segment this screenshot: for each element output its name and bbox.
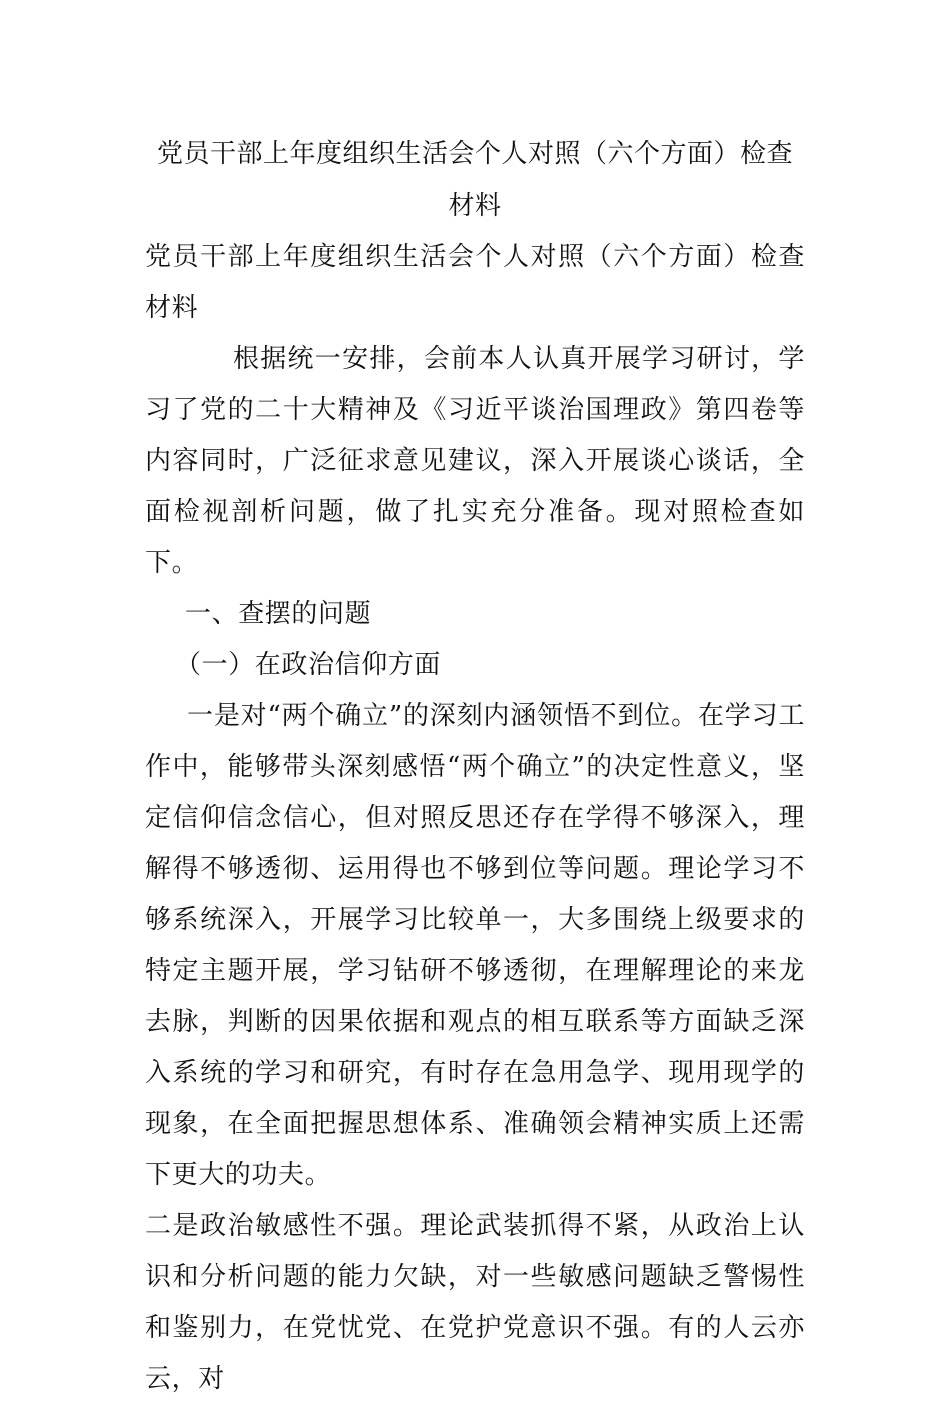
intro-paragraph: 根据统一安排，会前本人认真开展学习研讨，学习了党的二十大精神及《习近平谈治国理政》第四卷等内容同时，广泛征求意见建议，深入开展谈心谈话，全面检视剖析问题，做了扎实充分准备。现对照检查如下。	[145, 344, 805, 578]
point-one-paragraph: 一是对“两个确立”的深刻内涵领悟不到位。在学习工作中，能够带头深刻感悟“两个确立”的决定性意义，坚定信仰信念信心，但对照反思还存在学得不够深入，理解得不够透彻、运用得也不够到位等问题。理论学习不够系统深入，开展学习比较单一，大多围绕上级要求的特定主题开展，学习钻研不够透彻，在理解理论的来龙去脉，判断的因果依据和观点的相互联系等方面缺乏深入系统的学习和研究，有时存在急用急学、现用现学的现象，在全面把握思想体系、准确领会精神实质上还需下更大的功夫。	[145, 701, 805, 1190]
point-two-paragraph: 二是政治敏感性不强。理论武装抓得不紧，从政治上认识和分析问题的能力欠缺，对一些敏感问题缺乏警惕性和鉴别力，在党忧党、在党护党意识不强。有的人云亦云，对	[145, 1211, 805, 1394]
document-body	[145, 232, 805, 1405]
subsection-heading: （一）在政治信仰方面	[175, 650, 442, 680]
section-heading: 一、查摆的问题	[185, 599, 372, 629]
document-subtitle: 党员干部上年度组织生活会个人对照（六个方面）检查材料	[145, 242, 805, 323]
document-title: 党员干部上年度组织生活会个人对照（六个方面）检查材料	[156, 139, 793, 221]
